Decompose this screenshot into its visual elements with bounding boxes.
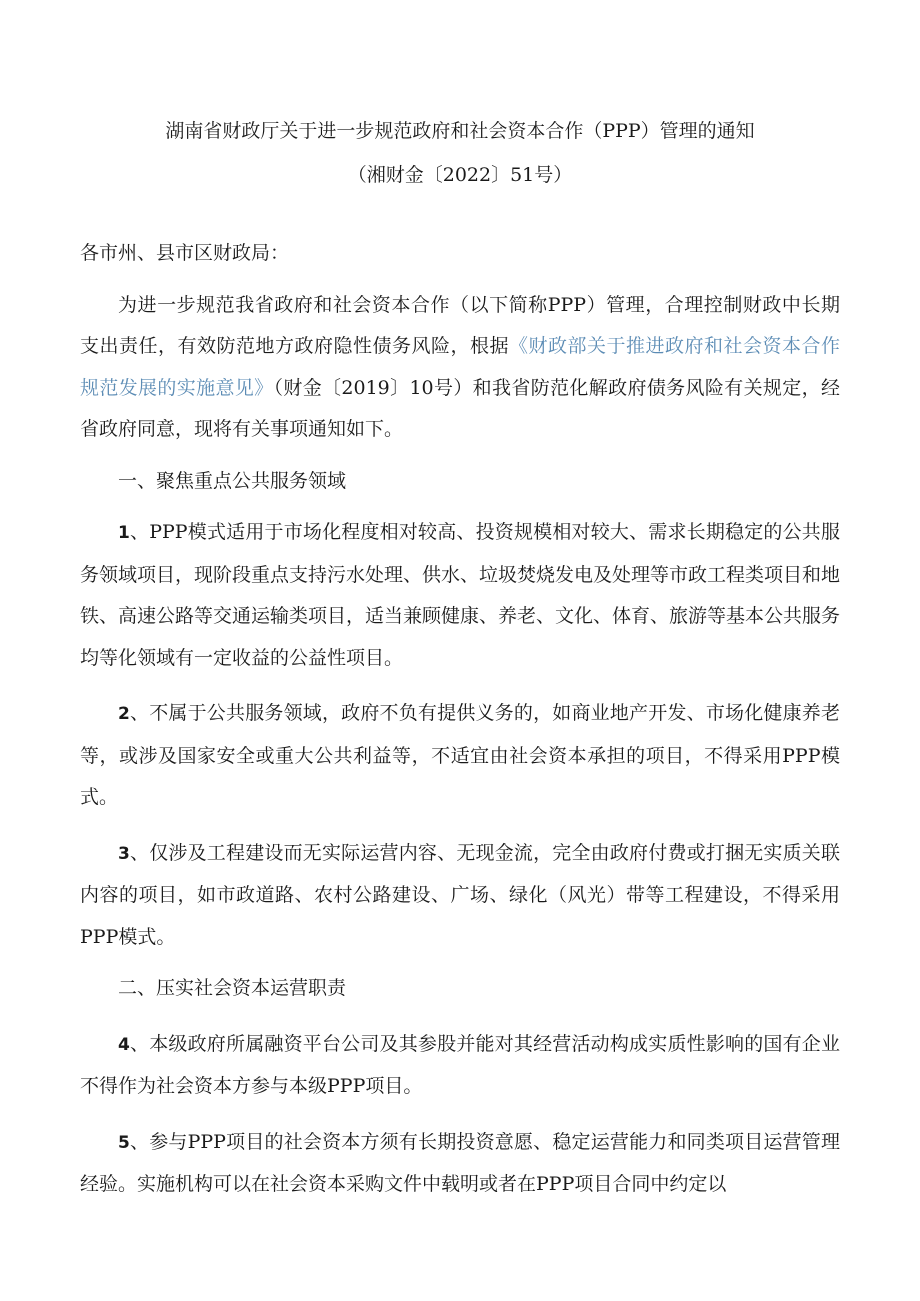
- list-item-2: [80, 693, 840, 819]
- document-number: （湘财金〔2022〕51号）: [347, 164, 573, 186]
- item-text: 、参与PPP项目的社会资本方须有长期投资意愿、稳定运营能力和同类项目运营管理经验。实施机构可以在社会资本采购文件中载明或者在PPP项目合同中约定以: [80, 1130, 840, 1195]
- salutation: 各市州、县市区财政局：: [80, 242, 290, 264]
- document-title: 湖南省财政厅关于进一步规范政府和社会资本合作（PPP）管理的通知: [165, 120, 755, 142]
- intro-paragraph: [80, 285, 840, 451]
- item-number: 5: [118, 1132, 130, 1153]
- item-text: 、PPP模式适用于市场化程度相对较高、投资规模相对较大、需求长期稳定的公共服务领域项目，现阶段重点支持污水处理、供水、垃圾焚烧发电及处理等市政工程类项目和地铁、高速公路等交通运输类项目，适当兼顾健康、养老、文化、体育、旅游等基本公共服务均等化领域有一定收益的公益性项目。: [80, 521, 841, 669]
- item-number: 2: [118, 704, 130, 724]
- list-item-1: [80, 512, 840, 679]
- policy-link[interactable]: 《财政部关于推进政府和社会资本合作规范发展的实施意见》: [80, 335, 840, 399]
- item-number: 4: [118, 1034, 130, 1055]
- item-text: 、本级政府所属融资平台公司及其参股并能对其经营活动构成实质性影响的国有企业不得作为社会资本方参与本级PPP项目。: [80, 1032, 840, 1097]
- intro-text-after: （财金〔2019〕10号）和我省防范化解政府债务风险有关规定，经省政府同意，现将有关事项通知如下。: [80, 376, 840, 440]
- item-text: 、仅涉及工程建设而无实际运营内容、无现金流，完全由政府付费或打捆无实质关联内容的项目，如市政道路、农村公路建设、广场、绿化（风光）带等工程建设，不得采用PPP模式。: [80, 841, 840, 948]
- list-item-3: [80, 833, 840, 959]
- document-body: [80, 233, 840, 1206]
- item-number: 1: [118, 523, 130, 543]
- item-text: 、不属于公共服务领域，政府不负有提供义务的，如商业地产开发、市场化健康养老等，或涉及国家安全或重大公共利益等，不适宜由社会资本承担的项目，不得采用PPP模式。: [80, 702, 840, 808]
- item-number: 3: [118, 843, 130, 864]
- list-item-4: [80, 1024, 840, 1108]
- section-heading-1: 一、聚焦重点公共服务领域: [118, 469, 347, 492]
- intro-text-before: 为进一步规范我省政府和社会资本合作（以下简称PPP）管理，合理控制财政中长期支出责任，有效防范地方政府隐性债务风险，根据: [80, 293, 840, 357]
- list-item-5: [80, 1122, 840, 1206]
- section-heading-2: 二、压实社会资本运营职责: [118, 977, 347, 999]
